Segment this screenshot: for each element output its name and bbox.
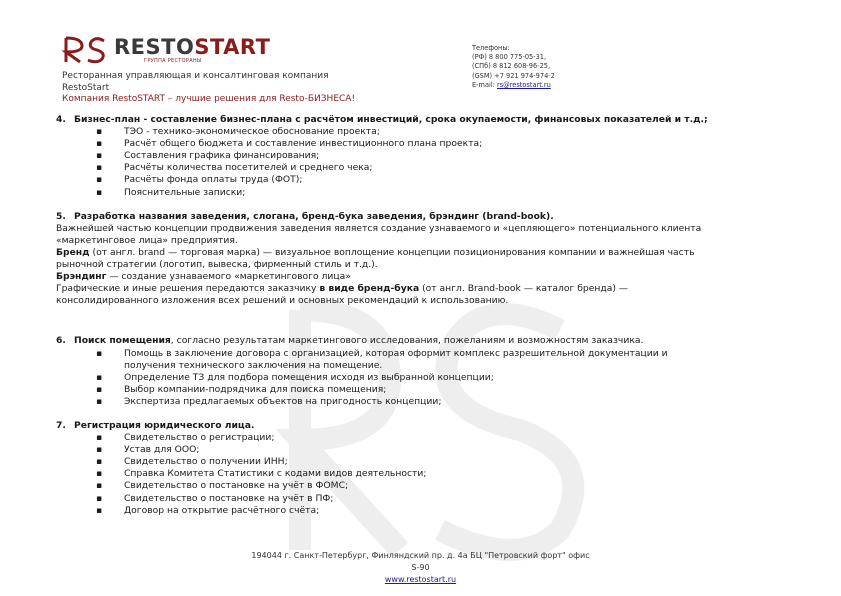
paragraph: рыночной стратегии (логотип, вывеска, фирменный стиль и т.д.). [56, 259, 378, 271]
bullet-list [56, 126, 786, 199]
list-item: ▪ Выбор компании-подрядчика для поиска помещения; [114, 384, 786, 396]
bullet-list [56, 432, 786, 517]
page-header [62, 30, 782, 126]
branding-definition: Брэндинг — создание узнаваемого «маркетингового лица» [56, 271, 351, 283]
list-item: ▪ Помощь в заключение договора с организацией, которая оформит комплекс разрешительной документации и получения технического заключения на помещение. [114, 348, 786, 372]
company-description [62, 71, 355, 106]
footer-address: 194044 г. Санкт-Петербург, Финляндский пр. д. 4а БЦ "Петровский форт" офис [251, 551, 590, 560]
phone-rf: (РФ) 8 800 775-05-31, [472, 53, 547, 62]
contacts-title: Телефоны: [472, 44, 510, 52]
phone-gsm: (GSM) +7 921 974-974-2 [472, 71, 555, 80]
list-item: ▪ Пояснительные записки; [114, 187, 786, 199]
list-item: ▪ Свидетельство о получении ИНН; [114, 456, 786, 468]
paragraph: Важнейшей частью концепции продвижения заведения является создание узнаваемого и «цепляющего» потенциального клиента [56, 222, 702, 234]
section-premises-search [56, 335, 786, 408]
list-item: ▪ Определение ТЗ для подбора помещения исходя из выбранной концепции; [114, 372, 786, 384]
company-name: RestoStart [62, 82, 110, 93]
phone-spb: (СПб) 8 812 608-96-25, [472, 62, 551, 71]
bullet-list [56, 348, 786, 408]
paragraph: «маркетинговое лица» предприятия. [56, 234, 238, 246]
list-item: ▪ Свидетельство о регистрации; [114, 432, 786, 444]
brandbook-paragraph: Графические и иные решения передаются заказчику в виде бренд-бука (от англ. Brand-book — каталог бренда) — [56, 283, 629, 295]
rs-logo-mark [62, 34, 110, 64]
logo-subtitle: ГРУППА РЕСТОРАНЫ [144, 58, 202, 64]
list-item: ▪ ТЭО - технико-экономическое обоснование проекта; [114, 126, 786, 138]
list-item: ▪ Справка Комитета Статистики с кодами видов деятельности; [114, 468, 786, 480]
email-line: E-mail: rs@restostart.ru [472, 80, 551, 89]
page-footer [0, 550, 841, 586]
website-link[interactable]: www.restostart.ru [384, 575, 457, 584]
document-body [56, 114, 786, 517]
list-item: ▪ Устав для ООО; [114, 444, 786, 456]
section-title: 7. Регистрация юридического лица. [56, 419, 255, 431]
section-branding [56, 211, 786, 308]
section-title: 5. Разработка названия заведения, слогана, бренд-бука заведения, брэндинг (brand-book). [56, 210, 554, 222]
email-link[interactable]: rs@restostart.ru [497, 80, 551, 89]
company-line: Ресторанная управляющая и консалтинговая компания [62, 71, 329, 81]
logo-wordmark: RESTOSTART [114, 35, 271, 59]
footer-office: S-90 [411, 563, 430, 572]
list-item: ▪ Составления графика финансирования; [114, 150, 786, 162]
company-slogan: Компания RestoSTART – лучшие решения для Resto-БИЗНЕСА! [62, 94, 356, 104]
contacts-block [472, 44, 555, 90]
section-title: 4. Бизнес-план - составление бизнес-плана с расчётом инвестиций, срока окупаемости, финансовых показателей и т.д.; [56, 114, 708, 125]
list-item: ▪ Свидетельство о постановке на учёт в ФОМС; [114, 480, 786, 492]
section-legal-registration [56, 420, 786, 517]
list-item: ▪ Свидетельство о постановке на учёт в ПФ; [114, 493, 786, 505]
list-item: ▪ Расчёт общего бюджета и составление инвестиционного плана проекта; [114, 138, 786, 150]
list-item: ▪ Договор на открытие расчётного счёта; [114, 505, 786, 517]
section-business-plan [56, 114, 786, 199]
list-item: ▪ Расчёты количества посетителей и среднего чека; [114, 162, 786, 174]
brand-definition: Бренд (от англ. brand — торговая марка) — визуальное воплощение концепции позиционирования компании и важнейшая часть [56, 246, 695, 258]
list-item: ▪ Экспертиза предлагаемых объектов на пригодность концепции; [114, 396, 786, 408]
paragraph: консолидированного изложения всех решений и основных рекомендаций к использованию. [56, 295, 509, 307]
list-item: ▪ Расчёты фонда оплаты труда (ФОТ); [114, 174, 786, 186]
restostart-logo[interactable] [62, 34, 270, 64]
section-title: 6. Поиск помещения, согласно результатам маркетингового исследования, пожеланиям и возможностям заказчика. [56, 335, 644, 347]
